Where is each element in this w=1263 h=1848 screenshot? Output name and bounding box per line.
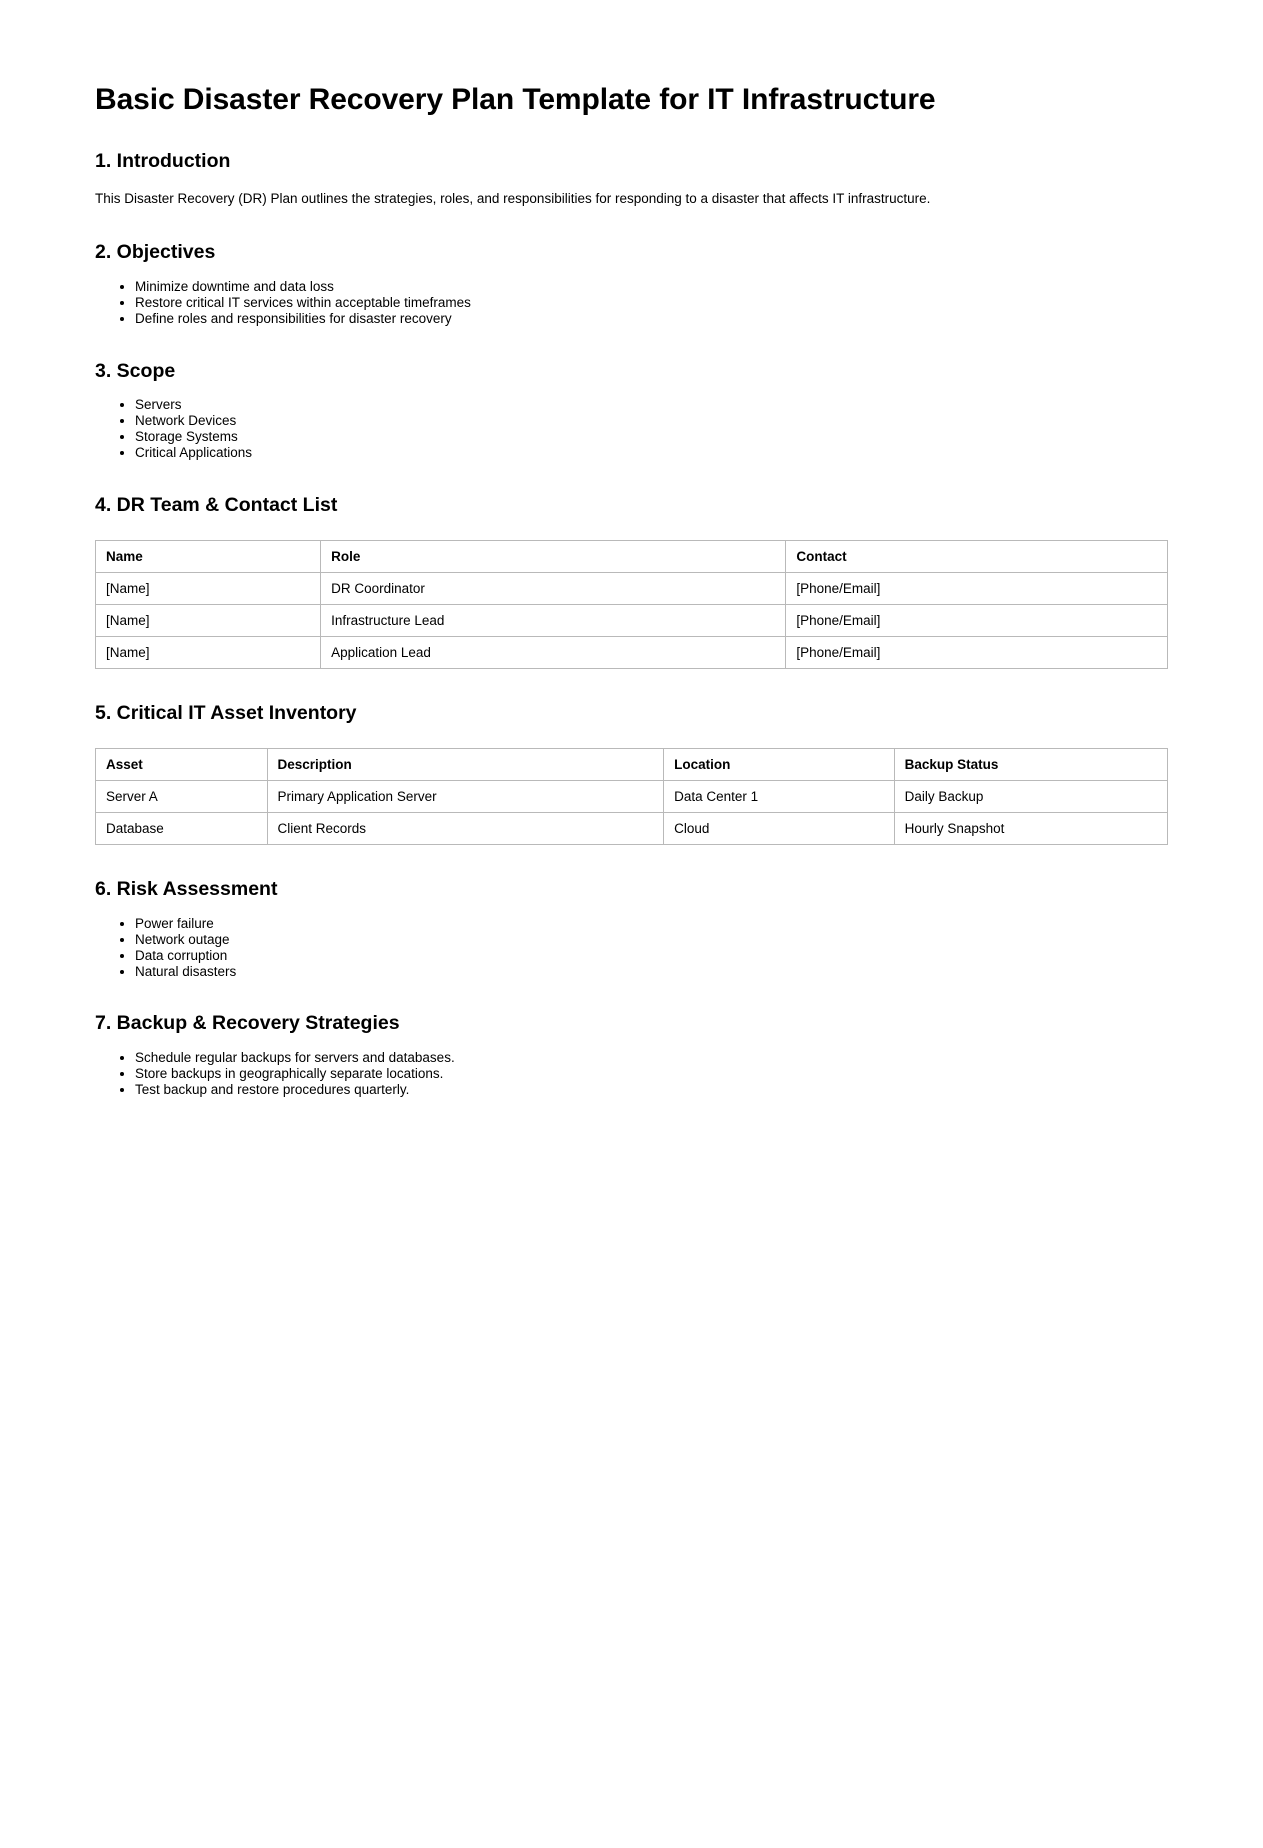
table-row <box>96 604 1168 636</box>
column-header-description: Description <box>267 749 664 781</box>
cell-name: [Name] <box>96 636 321 668</box>
table-row <box>96 636 1168 668</box>
list-item: • Critical Applications <box>135 445 1168 461</box>
risk-assessment-list <box>95 916 1168 980</box>
list-item: • Servers <box>135 397 1168 413</box>
list-item: • Restore critical IT services within acceptable timeframes <box>135 295 1168 311</box>
section-heading-backup-recovery: 7. Backup & Recovery Strategies <box>95 1012 400 1035</box>
cell-contact: [Phone/Email] <box>786 636 1168 668</box>
list-item: • Store backups in geographically separate locations. <box>135 1066 1168 1082</box>
backup-recovery-list <box>95 1050 1168 1098</box>
cell-name: [Name] <box>96 572 321 604</box>
cell-location: Data Center 1 <box>664 781 894 813</box>
list-item: • Power failure <box>135 916 1168 932</box>
cell-description: Primary Application Server <box>267 781 664 813</box>
section-heading-asset-inventory: 5. Critical IT Asset Inventory <box>95 701 357 724</box>
table-row <box>96 572 1168 604</box>
column-header-asset: Asset <box>96 749 268 781</box>
list-item: • Define roles and responsibilities for disaster recovery <box>135 311 1168 327</box>
column-header-name: Name <box>96 540 321 572</box>
cell-description: Client Records <box>267 813 664 845</box>
page-title: Basic Disaster Recovery Plan Template for IT Infrastructure <box>95 83 936 116</box>
dr-team-contact-table <box>95 540 1168 669</box>
column-header-contact: Contact <box>786 540 1168 572</box>
table-row <box>96 781 1168 813</box>
table-header-row <box>96 540 1168 572</box>
cell-asset: Server A <box>96 781 268 813</box>
scope-list <box>95 397 1168 461</box>
list-item: • Network outage <box>135 932 1168 948</box>
cell-asset: Database <box>96 813 268 845</box>
table-header-row <box>96 749 1168 781</box>
cell-role: DR Coordinator <box>321 572 786 604</box>
cell-role: Infrastructure Lead <box>321 604 786 636</box>
list-item: • Test backup and restore procedures quarterly. <box>135 1082 1168 1098</box>
section-heading-dr-team: 4. DR Team & Contact List <box>95 493 338 516</box>
list-item: • Schedule regular backups for servers and databases. <box>135 1050 1168 1066</box>
column-header-role: Role <box>321 540 786 572</box>
section-heading-risk-assessment: 6. Risk Assessment <box>95 878 278 901</box>
list-item: • Network Devices <box>135 413 1168 429</box>
list-item: • Minimize downtime and data loss <box>135 279 1168 295</box>
cell-contact: [Phone/Email] <box>786 572 1168 604</box>
introduction-paragraph: This Disaster Recovery (DR) Plan outlines the strategies, roles, and responsibilities for responding to a disaster that affects IT infrastructure. <box>95 190 931 206</box>
page-blank-area <box>0 1106 1263 1848</box>
list-item: • Natural disasters <box>135 964 1168 980</box>
section-heading-introduction: 1. Introduction <box>95 150 231 173</box>
objectives-list <box>95 279 1168 327</box>
table-row <box>96 813 1168 845</box>
list-item: • Storage Systems <box>135 429 1168 445</box>
cell-backup-status: Hourly Snapshot <box>894 813 1167 845</box>
asset-inventory-table <box>95 748 1168 845</box>
section-heading-objectives: 2. Objectives <box>95 241 216 264</box>
cell-name: [Name] <box>96 604 321 636</box>
column-header-location: Location <box>664 749 894 781</box>
cell-contact: [Phone/Email] <box>786 604 1168 636</box>
section-heading-scope: 3. Scope <box>95 359 176 382</box>
list-item: • Data corruption <box>135 948 1168 964</box>
column-header-backup-status: Backup Status <box>894 749 1167 781</box>
cell-location: Cloud <box>664 813 894 845</box>
cell-backup-status: Daily Backup <box>894 781 1167 813</box>
cell-role: Application Lead <box>321 636 786 668</box>
